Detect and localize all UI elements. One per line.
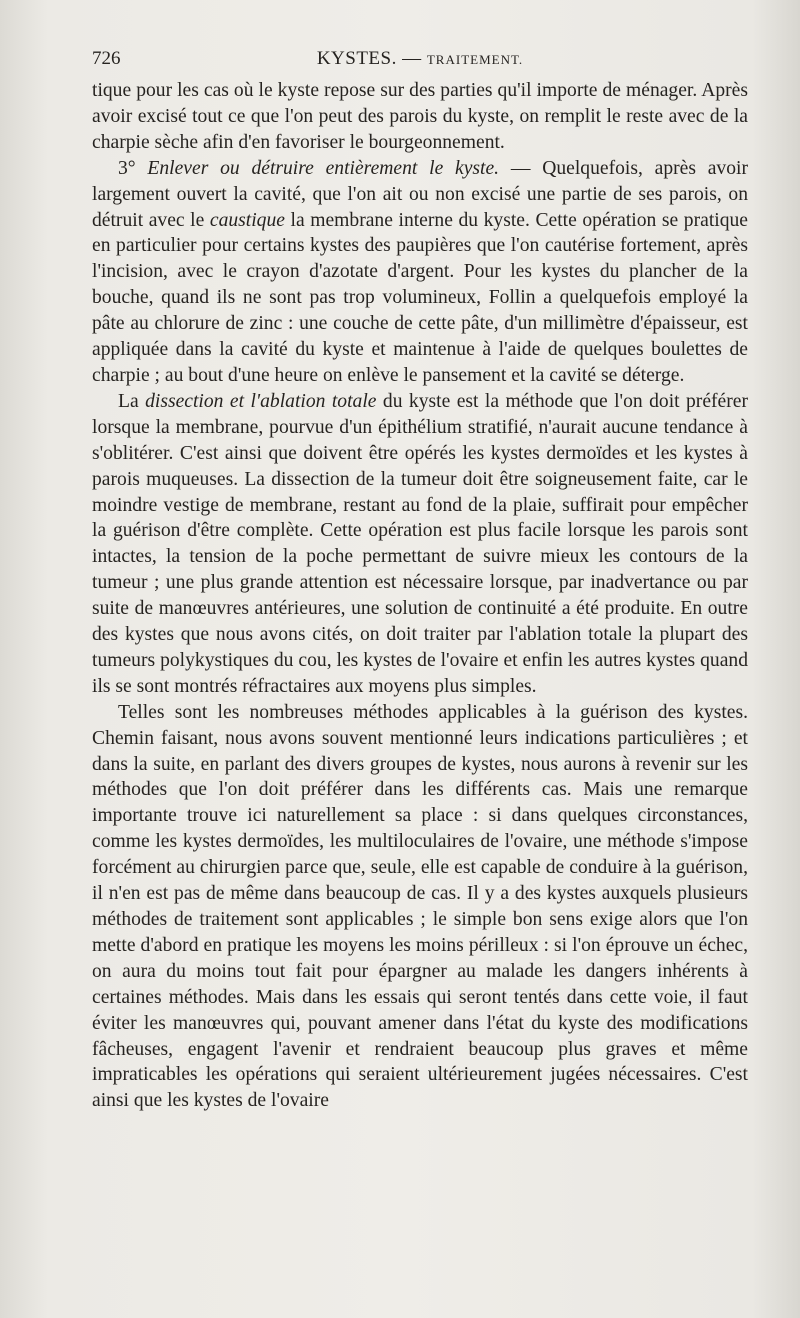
text-run: tique pour les cas où le kyste repose sur des parties qu'il importe de ménager. Après avoir excisé tout ce que l'on peut des parois du kyste, on remplit le reste avec de la charpie sèche afin d'en favoriser le bourgeonnement. — [92, 80, 748, 153]
text-run: — Quelquefois, après avoir largement ouvert la cavité, que l'on ait ou non excisé une partie de ses parois, on détruit avec le — [92, 157, 748, 231]
header-title: KYSTES. — [316, 48, 397, 69]
text-run: 3° — [118, 157, 148, 179]
body-text — [92, 78, 748, 1114]
paragraph-caustic-method — [92, 156, 748, 389]
text-run: La — [118, 390, 146, 412]
paragraph-continuation — [92, 78, 748, 156]
text-run: Telles sont les nombreuses méthodes applicables à la guérison des kystes. Chemin faisant, nous avons souvent mentionné leurs indications particulières ; et dans la suite, en parlant des divers groupes de kystes, nous aurons à revenir sur les méthodes que l'on doit préférer dans les différents cas. Mais une remarque importante trouve ici naturellement sa place : si dans quelques circonstances, comme les kystes dermoïdes, les multiloculaires de l'ovaire, une méthode s'impose forcément au chirurgien parce que, seule, elle est capable de conduire à la guérison, il n'en est pas de même dans beaucoup de cas. Il y a des kystes auxquels plusieurs méthodes de traitement sont applicables ; le simple bon sens exige alors que l'on mette d'abord en pratique les moyens les moins périlleux : si l'on éprouve un échec, on aura du moins tout fait pour épargner au malade les dangers inhérents à certaines méthodes. Mais dans les essais qui seront tentés dans cette voie, il faut éviter les manœuvres qui, pouvant amener dans l'état du kyste des modifications fâcheuses, engagent l'avenir et rendraient beaucoup plus graves et même impraticables les opérations qui seraient ultérieurement jugées nécessaires. C'est ainsi que les kystes de l'ovaire — [92, 701, 748, 1112]
running-title — [92, 48, 748, 70]
header-subtitle: TRAITEMENT. — [426, 52, 524, 67]
page-number: 726 — [92, 48, 121, 69]
paragraph-methods-summary — [92, 700, 748, 1115]
italic-text: caustique — [209, 209, 285, 231]
paragraph-dissection — [92, 389, 748, 700]
text-run: du kyste est la méthode que l'on doit préférer lorsque la membrane, pourvue d'un épithélium stratifié, n'aurait aucune tendance à s'oblitérer. C'est ainsi que doivent être opérés les kystes dermoïdes et les kystes à parois muqueuses. La dissection de la tumeur doit être soigneusement faite, car le moindre vestige de membrane, restant au fond de la plaie, suffirait pour empêcher la guérison d'être complète. Cette opération est plus facile lorsque les parois sont intactes, la tension de la poche permettant de suivre mieux les contours de la tumeur ; une plus grande attention est nécessaire lorsque, par inadvertance ou par suite de manœuvres antérieures, une solution de continuité a été produite. En outre des kystes que nous avons cités, on doit traiter par l'ablation totale la plupart des tumeurs polykystiques du cou, les kystes de l'ovaire et enfin les autres kystes quand ils se sont montrés réfractaires aux moyens plus simples. — [92, 390, 748, 697]
running-header — [92, 44, 748, 78]
text-run: la membrane interne du kyste. Cette opération se pratique en particulier pour certains kystes des paupières que l'on cautérise fortement, après l'incision, avec le crayon d'azotate d'argent. Pour les kystes du plancher de la bouche, quand ils ne sont pas trop volumineux, Follin a quelquefois employé la pâte au chlorure de zinc : une couche de cette pâte, d'un millimètre d'épaisseur, est appliquée dans la cavité du kyste et maintenue à l'aide de quelques boulettes de charpie ; au bout d'une heure on enlève le pansement et la cavité se déterge. — [92, 209, 748, 386]
header-dash: — — [402, 48, 422, 69]
italic-text: Enlever ou détruire entièrement le kyste. — [147, 157, 500, 179]
italic-text: dissection et l'ablation totale — [145, 390, 377, 412]
